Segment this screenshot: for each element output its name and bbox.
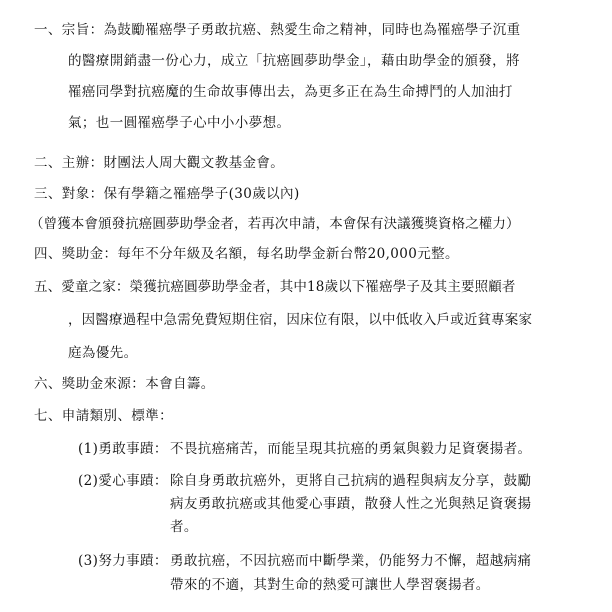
- criteria-2-line-1: 除自身勇敢抗癌外，更將自己抗病的過程與病友分享，鼓勵: [170, 473, 532, 489]
- criteria-1-label: (1)勇敢事蹟：: [78, 441, 168, 457]
- criteria-2-label: (2)愛心事蹟：: [78, 473, 168, 489]
- criteria-2-line-2: 病友勇敢抗癌或其他愛心事蹟，散發人性之光與熱足資褒揚: [170, 496, 532, 512]
- section-5-line-3: 庭為優先。: [68, 345, 138, 361]
- section-1-line-2: 的醫療開銷盡一份心力，成立「抗癌圓夢助學金」，藉由助學金的頒發，將: [68, 53, 520, 69]
- section-6-text: 六、獎助金來源：本會自籌。: [34, 376, 215, 392]
- criteria-3-line-1: 勇敢抗癌，不因抗癌而中斷學業，仍能努力不懈，超越病痛: [170, 553, 532, 569]
- section-1-line-3: 罹癌同學對抗癌魔的生命故事傳出去，為更多正在為生命搏鬥的人加油打: [68, 84, 513, 100]
- section-5-line-1: 五、愛童之家：榮獲抗癌圓夢助學金者，其中18歲以下罹癌學子及其主要照顧者: [34, 279, 516, 295]
- section-3-note: （曾獲本會頒發抗癌圓夢助學金者，若再次申請，本會保有決議獲獎資格之權力）: [30, 216, 520, 232]
- criteria-2-line-3: 者。: [170, 519, 198, 535]
- section-5-line-2: ，因醫療過程中急需免費短期住宿，因床位有限，以中低收入戶或近貧專案家: [68, 312, 533, 328]
- section-4-text: 四、獎助金：每年不分年級及名額，每名助學金新台幣20,000元整。: [34, 246, 459, 262]
- section-1-line-4: 氣；也一圓罹癌學子心中小小夢想。: [68, 115, 291, 131]
- criteria-3-line-2: 帶來的不適，其對生命的熱愛可讓世人學習褒揚者。: [170, 577, 490, 593]
- criteria-1-line-1: 不畏抗癌痛苦，而能呈現其抗癌的勇氣與毅力足資褒揚者。: [170, 441, 532, 457]
- section-3-text: 三、對象：保有學籍之罹癌學子(30歲以內): [34, 186, 300, 202]
- section-2-text: 二、主辦：財團法人周大觀文教基金會。: [34, 155, 285, 171]
- criteria-3-label: (3)努力事蹟：: [78, 553, 168, 569]
- section-1-line-1: 一、宗旨：為鼓勵罹癌學子勇敢抗癌、熱愛生命之精神，同時也為罹癌學子沉重: [34, 22, 521, 38]
- section-7-title: 七、申請類別、標準：: [34, 408, 173, 424]
